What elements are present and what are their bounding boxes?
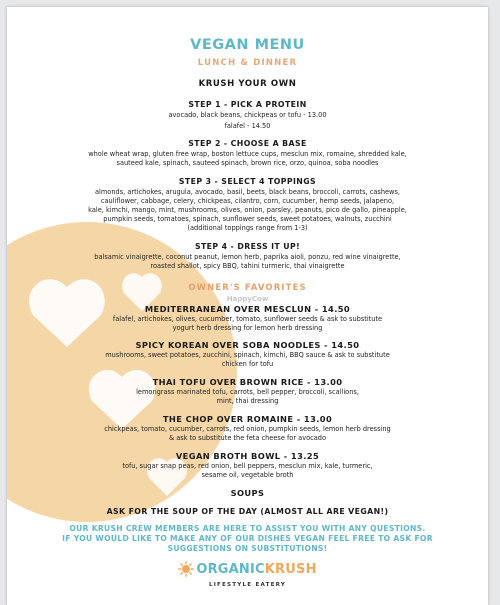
brand-name: ORGANICKRUSH — [196, 561, 317, 577]
brand-logo — [7, 561, 488, 588]
step-line: almonds, artichokes, arugula, avocado, basil, beets, black beans, broccoli, carrots, cashews, — [95, 188, 400, 196]
soups-heading: SOUPS — [230, 488, 265, 498]
step-line: pumpkin seeds, tomatoes, spinach, sunflower seeds, sweet potatoes, walnuts, zucchini — [103, 215, 392, 223]
step-title: STEP 4 - DRESS IT UP! — [194, 242, 301, 251]
dish-line: lemongrass marinated tofu, carrots, bell pepper, broccoli, scallions, — [136, 388, 359, 396]
dish-line: chickpeas, tomato, cucumber, carrots, red onion, pumpkin seeds, lemon herb dressing — [104, 425, 391, 433]
soups-line: ASK FOR THE SOUP OF THE DAY (ALMOST ALL ARE VEGAN!) — [106, 507, 389, 516]
dish-line: tofu, sugar snap peas, red onion, bell peppers, mesclun mix, kale, turmeric, — [122, 462, 373, 470]
dish-line: yogurt herb dressing for lemon herb dressing — [172, 324, 323, 332]
build-heading: KRUSH YOUR OWN — [198, 79, 297, 89]
step-line: (additional toppings range from 1-3) — [187, 224, 308, 232]
step-title: STEP 2 - CHOOSE A BASE — [188, 139, 307, 148]
dish-title: MEDITERRANEAN OVER MESCLUN - 14.50 — [144, 304, 351, 314]
dish-title: THE CHOP OVER ROMAINE - 13.00 — [162, 414, 333, 424]
note-line: IF YOU WOULD LIKE TO MAKE ANY OF OUR DISHES VEGAN FEEL FREE TO ASK FOR — [62, 534, 433, 543]
watermark: HappyCow — [226, 295, 269, 303]
dish-title: SPICY KOREAN OVER SOBA NOODLES - 14.50 — [135, 340, 360, 350]
dish-line: sesame oil, vegetable broth — [201, 471, 294, 479]
step-line: roasted shallot, spicy BBQ, tahini turmeric, thai vinaigrette — [150, 262, 345, 270]
menu-page — [7, 7, 488, 605]
dish-line: mint, thai dressing — [216, 397, 279, 405]
step-line: sauteed kale, spinach, sauteed spinach, brown rice, orzo, quinoa, soba noodles — [116, 159, 379, 167]
dish-title: THAI TOFU OVER BROWN RICE - 13.00 — [152, 377, 343, 387]
brand-tagline: LIFESTYLE EATERY — [208, 582, 287, 588]
favorites-heading: OWNER'S FAVORITES — [188, 283, 307, 293]
step-line: balsamic vinaigrette, coconut peanut, lemon herb, paprika aioli, ponzu, red wine vinaigrette, — [94, 253, 401, 261]
step-line: whole wheat wrap, gluten free wrap, boston lettuce cups, mesclun mix, romaine, shredded kale, — [88, 150, 407, 158]
dish-line: mushrooms, sweet potatoes, zucchini, spinach, kimchi, BBQ sauce & ask to substitute — [105, 351, 390, 359]
step-line: kale, kimchi, mango, mint, mushrooms, olives, onion, parsley, peanuts, pico de gallo, pineapple, — [88, 206, 407, 214]
menu-title: VEGAN MENU — [190, 37, 305, 53]
note-line: SUGGESTIONS ON SUBSTITUTIONS! — [167, 544, 328, 553]
dish-line: & ask to substitute the feta cheese for avocado — [168, 434, 327, 442]
step-line: cauliflower, cabbage, celery, chickpeas, cilantro, corn, cucumber, hemp seeds, jalapeno, — [100, 197, 395, 205]
sun-logo-icon — [178, 561, 194, 577]
note-line: OUR KRUSH CREW MEMBERS ARE HERE TO ASSIST YOU WITH ANY QUESTIONS. — [69, 524, 426, 533]
step-line: avocado, black beans, chickpeas or tofu - 13.00 — [168, 111, 327, 119]
dish-line: chicken for tofu — [221, 360, 274, 368]
dish-title: VEGAN BROTH BOWL - 13.25 — [175, 451, 320, 461]
step-title: STEP 1 - PICK A PROTEIN — [188, 100, 307, 109]
step-line: falafel - 14.50 — [224, 122, 271, 130]
step-title: STEP 3 - SELECT 4 TOPPINGS — [178, 177, 317, 186]
dish-line: falafel, artichokes, olives, cucumber, tomato, sunflower seeds & ask to substitute — [112, 315, 383, 323]
menu-subtitle: LUNCH & DINNER — [197, 58, 298, 68]
